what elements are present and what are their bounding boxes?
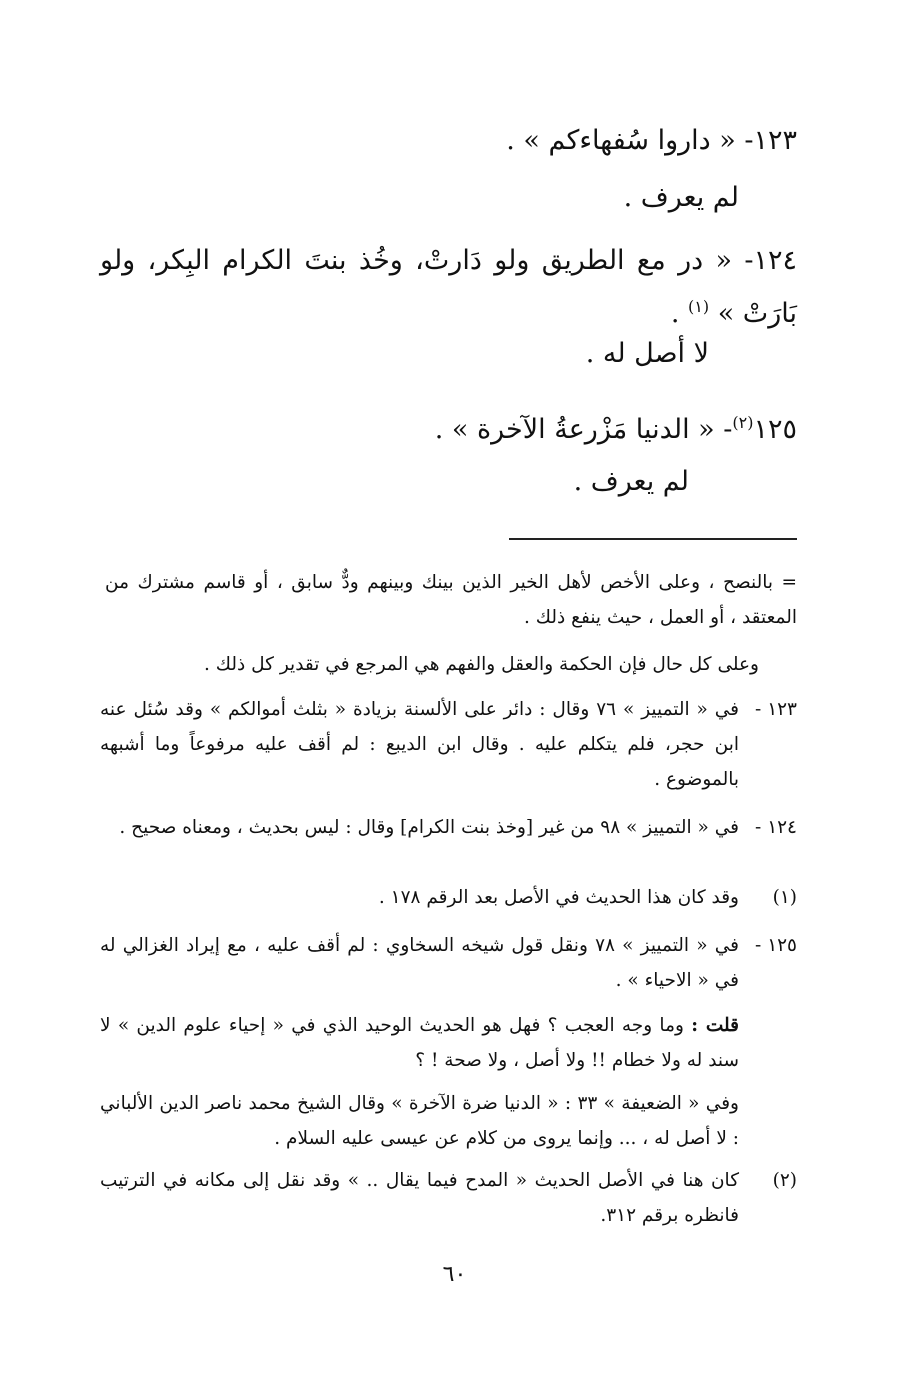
footnote-mark[interactable]: (١) [688,297,710,316]
footnote-text: في « التمييز » ٩٨ من غير [وخذ بنت الكرام] وقال : ليس بحديث ، ومعناه صحيح . [119,817,739,838]
entry-125 [100,400,797,453]
footnote-123 [100,692,797,797]
note-text: وما وجه العجب ؟ فهل هو الحديث الوحيد الذي في « إحياء علوم الدين » لا سند له ولا خطام !! ولا أصل ، ولا صحة ! ؟ [100,1015,739,1071]
author-note [100,1008,739,1078]
daifa-reference: وفي « الضعيفة » ٣٣ : « الدنيا ضرة الآخرة » وقال الشيخ محمد ناصر الدين الألباني : لا أصل له ، ... وإنما يروى من كلام عن عيسى عليه السلام . [100,1093,739,1149]
footnote-1 [100,880,797,915]
footnote-text: في « التمييز » ٧٦ وقال : دائر على الألسنة بزيادة « بثلث أموالكم » وقد سُئل عنه ابن حجر، فلم يتكلم عليه . وقال ابن الديبع : لم أقف عليه مرفوعاً وما أشبهه بالموضوع . [100,699,740,790]
entry-123 [100,118,797,164]
entry-text: - « داروا سُفهاءكم » . [506,125,754,156]
footnote-text: كان هنا في الأصل الحديث « المدح فيما يقال .. » وقد نقل إلى مكانه في الترتيب فانظره برقم ٣١٢. [100,1170,739,1226]
footnote-label: (١) [772,887,797,908]
note-label: قلت : [691,1015,740,1036]
footnote-label: ١٢٥ - [755,935,797,956]
entry-verdict: لم يعرف . [573,466,689,497]
entry-number: ١٢٣ [753,125,797,156]
footnote-text: في « التمييز » ٧٨ ونقل قول شيخه السخاوي : لم أقف عليه ، مع إيراد الغزالي له في « الاحياء » . [100,935,739,991]
footnote-label: ١٢٣ - [755,699,797,720]
footnote-124 [100,810,797,845]
entry-number: ١٢٤ [753,245,797,276]
footnote-label: (٢) [772,1170,797,1191]
entry-text-end: . [670,298,689,329]
entry-text: - « الدنيا مَزْرعةُ الآخرة » . [434,414,733,445]
entry-124 [100,238,797,337]
entry-verdict: لم يعرف . [623,182,739,213]
entry-text: - « در مع الطريق ولو دَارتْ، وخُذ بنتَ الكرام البِكر، ولو بَارَتْ » [100,245,797,329]
footnote-2 [100,1163,797,1233]
footnote-label: ١٢٤ - [755,817,797,838]
footnote-separator [509,538,797,540]
footnote-125 [100,928,797,998]
footnote-continuation: = بالنصح ، وعلى الأخص لأهل الخير الذين بينك وبينهم ودٌّ سابق ، أو قاسم مشترك من المعتقد ، أو العمل ، حيث ينفع ذلك . [105,572,797,628]
footnote-continuation-2: وعلى كل حال فإن الحكمة والعقل والفهم هي المرجع في تقدير كل ذلك . [204,654,759,675]
entry-verdict: لا أصل له . [585,338,709,369]
page-number: ٦٠ [442,1262,467,1287]
footnote-mark[interactable]: (٢) [732,413,754,432]
footnote-text: وقد كان هذا الحديث في الأصل بعد الرقم ١٧٨ . [378,887,739,908]
entry-number: ١٢٥ [753,414,797,445]
